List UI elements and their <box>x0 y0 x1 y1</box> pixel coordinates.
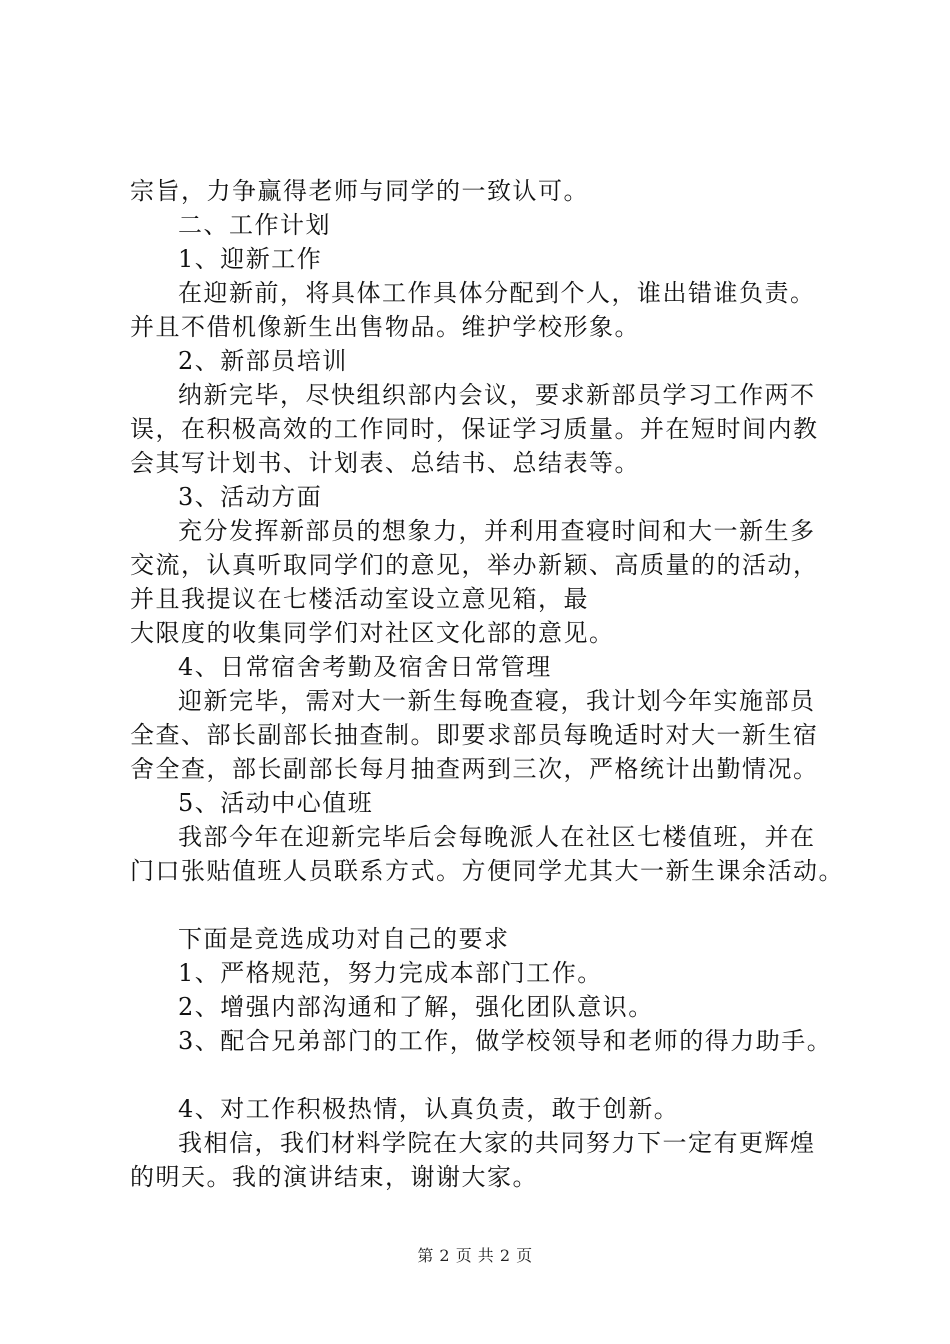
text-line: 纳新完毕，尽快组织部内会议，要求新部员学习工作两不 <box>178 381 816 409</box>
subsection-heading: 2、新部员培训 <box>178 347 348 375</box>
text-line: 迎新完毕，需对大一新生每晚查寝，我计划今年实施部员 <box>178 687 816 715</box>
text-line: 充分发挥新部员的想象力，并利用查寝时间和大一新生多 <box>178 517 816 545</box>
text-line: 宗旨，力争赢得老师与同学的一致认可。 <box>130 177 589 205</box>
text-line: 我部今年在迎新完毕后会每晚派人在社区七楼值班，并在 <box>178 823 816 851</box>
paragraph-gap <box>130 888 846 922</box>
page-number-footer: 第 2 页 共 2 页 <box>417 1246 533 1265</box>
text-line: 交流，认真听取同学们的意见，举办新颖、高质量的的活动， <box>130 551 819 579</box>
text-line: 会其写计划书、计划表、总结书、总结表等。 <box>130 449 640 477</box>
section-heading: 二、工作计划 <box>178 211 331 239</box>
text-line: 全查、部长副部长抽查制。即要求部员每晚适时对大一新生宿 <box>130 721 819 749</box>
list-item: 4、对工作积极热情，认真负责，敢于创新。 <box>178 1095 680 1123</box>
document-body <box>130 174 846 1194</box>
text-line: 误，在积极高效的工作同时，保证学习质量。并在短时间内教 <box>130 415 819 443</box>
subsection-heading: 1、迎新工作 <box>178 245 323 273</box>
text-line: 在迎新前，将具体工作具体分配到个人，谁出错谁负责。 <box>178 279 816 307</box>
subsection-heading: 5、活动中心值班 <box>178 789 374 817</box>
text-line: 大限度的收集同学们对社区文化部的意见。 <box>130 619 615 647</box>
text-line: 舍全查，部长副部长每月抽查两到三次，严格统计出勤情况。 <box>130 755 819 783</box>
text-line: 的明天。我的演讲结束，谢谢大家。 <box>130 1163 538 1191</box>
text-line: 门口张贴值班人员联系方式。方便同学尤其大一新生课余活动。 <box>130 857 844 885</box>
text-line: 并且我提议在七楼活动室设立意见箱，最 <box>130 585 589 613</box>
list-item: 3、配合兄弟部门的工作，做学校领导和老师的得力助手。 <box>178 1027 833 1055</box>
list-item: 1、严格规范，努力完成本部门工作。 <box>178 959 603 987</box>
subsection-heading: 4、日常宿舍考勤及宿舍日常管理 <box>178 653 552 681</box>
paragraph-gap <box>130 1058 846 1092</box>
text-line: 我相信，我们材料学院在大家的共同努力下一定有更辉煌 <box>178 1129 816 1157</box>
list-item: 2、增强内部沟通和了解，强化团队意识。 <box>178 993 654 1021</box>
subsection-heading: 3、活动方面 <box>178 483 323 511</box>
text-line: 并且不借机像新生出售物品。维护学校形象。 <box>130 313 640 341</box>
section-heading: 下面是竞选成功对自己的要求 <box>178 925 510 953</box>
